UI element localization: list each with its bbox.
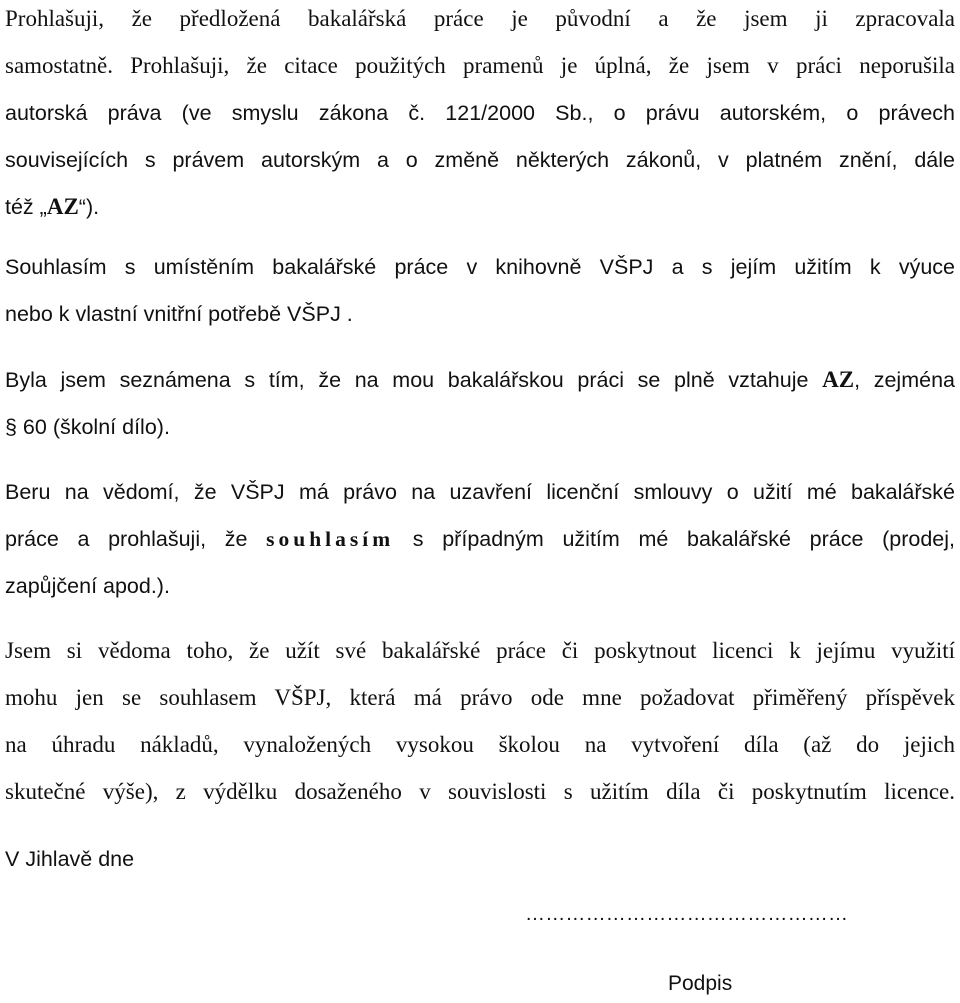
signature-line: ………………………………………… bbox=[525, 903, 849, 925]
paragraph-3-line-2: § 60 (školní dílo). bbox=[5, 415, 170, 439]
text-span: též „ bbox=[5, 195, 47, 219]
paragraph-2-line-1: Souhlasím s umístěním bakalářské práce v knihovně VŠPJ a s jejím užitím k výuce bbox=[5, 255, 955, 279]
paragraph-5-line-2: mohu jen se souhlasem VŠPJ, která má právo ode mne požadovat přiměřený příspěvek bbox=[5, 685, 955, 710]
az-abbreviation: AZ bbox=[822, 367, 855, 392]
paragraph-5-line-4: skutečné výše), z výdělku dosaženého v souvislosti s užitím díla či poskytnutím licence. bbox=[5, 779, 955, 804]
text-span: Byla jsem seznámena s tím, že na mou bakalářskou práci se plně vztahuje bbox=[5, 368, 823, 392]
paragraph-4-line-2 bbox=[5, 525, 955, 553]
paragraph-2-line-2: nebo k vlastní vnitřní potřebě VŠPJ . bbox=[5, 302, 353, 326]
paragraph-5-line-3: na úhradu nákladů, vynaložených vysokou školou na vytvoření díla (až do jejich bbox=[5, 732, 955, 757]
text-span: práce a prohlašuji, že bbox=[5, 527, 267, 551]
text-span: s případným užitím mé bakalářské práce (prodej, bbox=[394, 527, 955, 551]
paragraph-1-line-3: autorská práva (ve smyslu zákona č. 121/2000 Sb., o právu autorském, o právech bbox=[5, 101, 955, 125]
place-date: V Jihlavě dne bbox=[5, 847, 135, 871]
paragraph-1-line-4: souvisejících s právem autorským a o změně některých zákonů, v platném znění, dále bbox=[5, 148, 955, 172]
spaced-emphasis-souhlasim: souhlasím bbox=[266, 527, 395, 551]
az-abbreviation: AZ bbox=[46, 194, 79, 219]
paragraph-4-line-1: Beru na vědomí, že VŠPJ má právo na uzavření licenční smlouvy o užití mé bakalářské bbox=[5, 480, 955, 504]
paragraph-1-line-2: samostatně. Prohlašuji, že citace použitých pramenů je úplná, že jsem v práci neporušila bbox=[5, 53, 955, 78]
text-span: “). bbox=[78, 195, 100, 219]
signature-label: Podpis bbox=[668, 972, 733, 995]
paragraph-4-line-3: zapůjčení apod.). bbox=[5, 574, 170, 598]
paragraph-1-line-1: Prohlašuji, že předložená bakalářská práce je původní a že jsem ji zpracovala bbox=[5, 6, 955, 31]
paragraph-3-line-1 bbox=[5, 366, 955, 394]
text-span: , zejména bbox=[854, 368, 955, 392]
paragraph-1-line-5 bbox=[5, 193, 955, 221]
paragraph-5-line-1: Jsem si vědoma toho, že užít své bakalářské práce či poskytnout licenci k jejímu využití bbox=[5, 638, 955, 663]
